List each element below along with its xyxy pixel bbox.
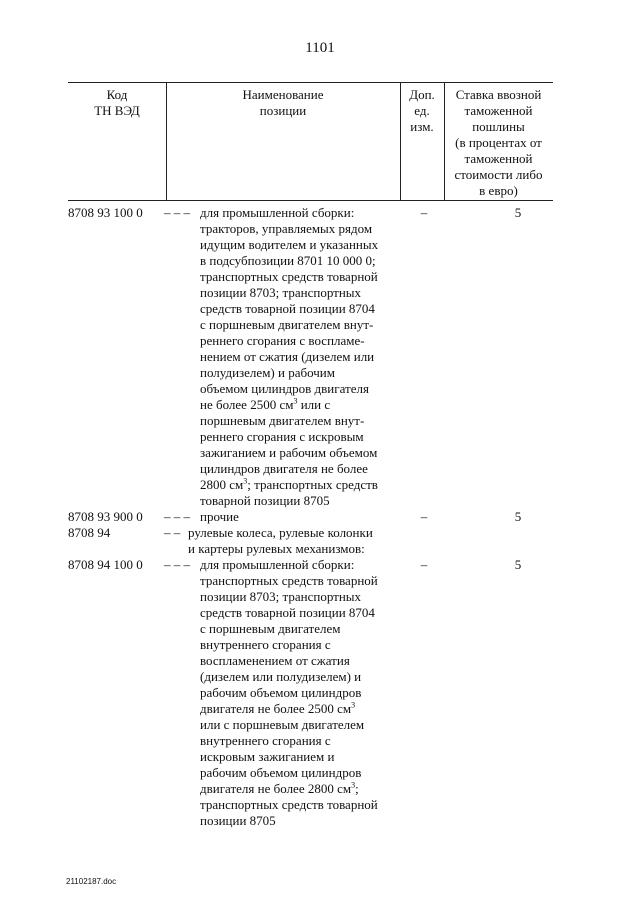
row-code: 8708 94 (68, 525, 111, 540)
row-code: 8708 94 100 0 (68, 557, 143, 572)
description-line: идущим водителем и указанных (200, 237, 379, 252)
table-top-rule (68, 82, 553, 83)
table-row (68, 557, 568, 829)
description-line: нением от сжатия (дизелем или (200, 349, 375, 364)
description-line: полудизелем) и рабочим (200, 365, 335, 380)
footer-filename: 21102187.doc (66, 877, 117, 886)
description-line: зажиганием и рабочим объемом (200, 445, 378, 460)
description-line: позиции 8705 (200, 813, 276, 828)
description-line: реннего сгорания с воспламе- (200, 333, 365, 348)
description-line: (дизелем или полудизелем) и (200, 669, 362, 684)
description-line: транспортных средств товарной (200, 573, 378, 588)
row-rate (448, 525, 568, 557)
row-description (164, 205, 382, 509)
description-line: объемом цилиндров двигателя (200, 381, 369, 396)
description-line: двигателя не более 2800 $см^3$; (200, 780, 359, 796)
description-line: в подсубпозиции 8701 10 000 0; (200, 253, 376, 268)
tariff-table-body (68, 205, 568, 829)
description-line: внутреннего сгорания с (200, 637, 331, 652)
row-description (164, 525, 382, 557)
description-text: для промышленной сборки: (200, 205, 355, 220)
row-rate: 5 (514, 509, 522, 524)
header-code: Код ТН ВЭД (94, 87, 140, 118)
description-line: внутреннего сгорания с (200, 733, 331, 748)
header-unit: Доп. ед. изм. (409, 87, 435, 134)
row-unit: – (420, 557, 428, 572)
row-description (164, 509, 382, 525)
description-line: рабочим объемом цилиндров (200, 685, 362, 700)
level-dash: – – – (164, 205, 190, 220)
row-rate: 5 (514, 557, 522, 572)
page-number: 1101 (305, 40, 335, 56)
row-code: 8708 93 100 0 (68, 205, 143, 220)
description-line: 2800 $см^3$; транспортных средств (200, 476, 378, 492)
description-line: рабочим объемом цилиндров (200, 765, 362, 780)
description-line: позиции 8703; транспортных (200, 589, 362, 604)
description-line: тракторов, управляемых рядом (200, 221, 373, 236)
description-line (164, 509, 382, 525)
description-line: или с поршневым двигателем (200, 717, 365, 732)
level-dash: – – – (164, 509, 190, 524)
description-line (164, 557, 382, 573)
description-line: средств товарной позиции 8704 (200, 301, 375, 316)
table-header-rule (68, 200, 553, 201)
header-name: Наименование позиции (242, 87, 324, 118)
description-text: рулевые колеса, рулевые колонки (188, 525, 373, 540)
description-line: транспортных средств товарной (200, 269, 378, 284)
description-line: и картеры рулевых механизмов: (188, 541, 365, 556)
row-unit: – (420, 205, 428, 220)
description-line: цилиндров двигателя не более (200, 461, 368, 476)
row-description (164, 557, 382, 829)
description-line: позиции 8703; транспортных (200, 285, 362, 300)
row-unit: – (420, 509, 428, 524)
header-rate: Ставка ввозной таможенной пошлины (в процентах от таможенной стоимости либо в евро) (454, 87, 543, 198)
description-text: для промышленной сборки: (200, 557, 355, 572)
description-line: искровым зажиганием и (200, 749, 335, 764)
level-dash: – – (164, 525, 181, 540)
description-line: воспламенением от сжатия (200, 653, 350, 668)
row-rate: 5 (514, 205, 522, 220)
description-line: с поршневым двигателем внут- (200, 317, 374, 332)
table-row (68, 205, 568, 509)
description-line: не более 2500 $см^3$ или с (200, 396, 331, 412)
description-text: прочие (200, 509, 239, 524)
table-row (68, 525, 568, 557)
description-line (164, 525, 382, 541)
row-unit (382, 525, 448, 557)
description-line: с поршневым двигателем (200, 621, 341, 636)
level-dash: – – – (164, 557, 190, 572)
description-line: товарной позиции 8705 (200, 493, 330, 508)
row-code: 8708 93 900 0 (68, 509, 143, 524)
description-line: средств товарной позиции 8704 (200, 605, 375, 620)
table-row (68, 509, 568, 525)
description-line: транспортных средств товарной (200, 797, 378, 812)
description-line (164, 205, 382, 221)
description-line: двигателя не более 2500 $см^3$ (200, 700, 356, 716)
description-line: поршневым двигателем внут- (200, 413, 365, 428)
description-line: реннего сгорания с искровым (200, 429, 364, 444)
